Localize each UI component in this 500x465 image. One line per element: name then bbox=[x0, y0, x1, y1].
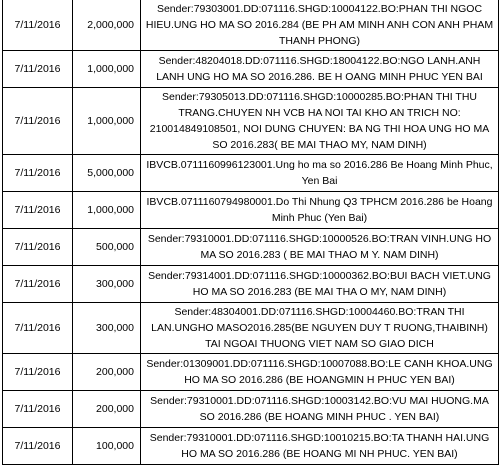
date-cell: 7/11/2016 bbox=[3, 229, 73, 266]
amount-cell: 1,000,000 bbox=[73, 192, 141, 229]
description-cell: Sender:79310001.DD:071116.SHGD:10003142.BO:VU MAI HUONG.MA SO 2016.286 (BE HOANG MINH PHUC . YEN BAI) bbox=[141, 391, 499, 428]
transactions-table bbox=[2, 0, 499, 465]
date-cell: 7/11/2016 bbox=[3, 155, 73, 192]
description-cell: Sender:79310001.DD:071116.SHGD:10000526.BO:TRAN VINH.UNG HO MA SO 2016.283 ( BE MAI THAO M Y. NAM DINH) bbox=[141, 229, 499, 266]
table-row bbox=[3, 0, 499, 51]
description-cell: Sender:79303001.DD:071116.SHGD:10004122.BO:PHAN THI NGOC HIEU.UNG HO MA SO 2016.284 (BE PH AM MINH ANH CON ANH PHAM THANH PHONG) bbox=[141, 0, 499, 51]
date-cell: 7/11/2016 bbox=[3, 0, 73, 51]
table-row bbox=[3, 192, 499, 229]
table-row bbox=[3, 155, 499, 192]
description-cell: Sender:01309001.DD:071116.SHGD:10007088.BO:LE CANH KHOA.UNG HO MA SO 2016.286 (BE HOANGMIN H PHUC YEN BAI) bbox=[141, 354, 499, 391]
date-cell: 7/11/2016 bbox=[3, 428, 73, 465]
date-cell: 7/11/2016 bbox=[3, 88, 73, 155]
description-cell: Sender:48204018.DD:071116.SHGD:18004122.BO:NGO LANH.ANH LANH UNG HO MA SO 2016.286. BE H OANG MINH PHUC YEN BAI bbox=[141, 51, 499, 88]
amount-cell: 2,000,000 bbox=[73, 0, 141, 51]
table-row bbox=[3, 354, 499, 391]
date-cell: 7/11/2016 bbox=[3, 303, 73, 354]
table-row bbox=[3, 88, 499, 155]
description-cell: Sender:48304001.DD:071116.SHGD:10004460.BO:TRAN THI LAN.UNGHO MASO2016.285(BE NGUYEN DUY T RUONG,THAIBINH) TAI NGOAI THUONG VIET NAM SO GIAO DICH bbox=[141, 303, 499, 354]
description-cell: Sender:79310001.DD:071116.SHGD:10010215.BO:TA THANH HAI.UNG HO MA SO 2016.286 (BE HOANG MI NH PHUC. YEN BAI) bbox=[141, 428, 499, 465]
description-cell: IBVCB.0711160996123001.Ung ho ma so 2016.286 Be Hoang Minh Phuc, Yen Bai bbox=[141, 155, 499, 192]
date-cell: 7/11/2016 bbox=[3, 51, 73, 88]
date-cell: 7/11/2016 bbox=[3, 354, 73, 391]
date-cell: 7/11/2016 bbox=[3, 266, 73, 303]
table-row bbox=[3, 303, 499, 354]
amount-cell: 1,000,000 bbox=[73, 88, 141, 155]
amount-cell: 300,000 bbox=[73, 303, 141, 354]
description-cell: Sender:79305013.DD:071116.SHGD:10000285.BO:PHAN THI THU TRANG.CHUYEN NH VCB HA NOI TAI KHO AN TRICH NO: 210014849108501, NOI DUNG CHUYEN: BA NG THI HOA UNG HO MA SO 2016.283( BE MAI THAO MY, NAM DINH) bbox=[141, 88, 499, 155]
table-row bbox=[3, 391, 499, 428]
table-row bbox=[3, 229, 499, 266]
amount-cell: 100,000 bbox=[73, 428, 141, 465]
description-cell: Sender:79314001.DD:071116.SHGD:10000362.BO:BUI BACH VIET.UNG HO MA SO 2016.283 (BE MAI THA O MY, NAM DINH) bbox=[141, 266, 499, 303]
table-row bbox=[3, 51, 499, 88]
table-row bbox=[3, 266, 499, 303]
table-row bbox=[3, 428, 499, 465]
amount-cell: 500,000 bbox=[73, 229, 141, 266]
amount-cell: 200,000 bbox=[73, 354, 141, 391]
amount-cell: 300,000 bbox=[73, 266, 141, 303]
amount-cell: 200,000 bbox=[73, 391, 141, 428]
amount-cell: 5,000,000 bbox=[73, 155, 141, 192]
date-cell: 7/11/2016 bbox=[3, 391, 73, 428]
amount-cell: 1,000,000 bbox=[73, 51, 141, 88]
description-cell: IBVCB.0711160794980001.Do Thi Nhung Q3 TPHCM 2016.286 be Hoang Minh Phuc (Yen Bai) bbox=[141, 192, 499, 229]
date-cell: 7/11/2016 bbox=[3, 192, 73, 229]
